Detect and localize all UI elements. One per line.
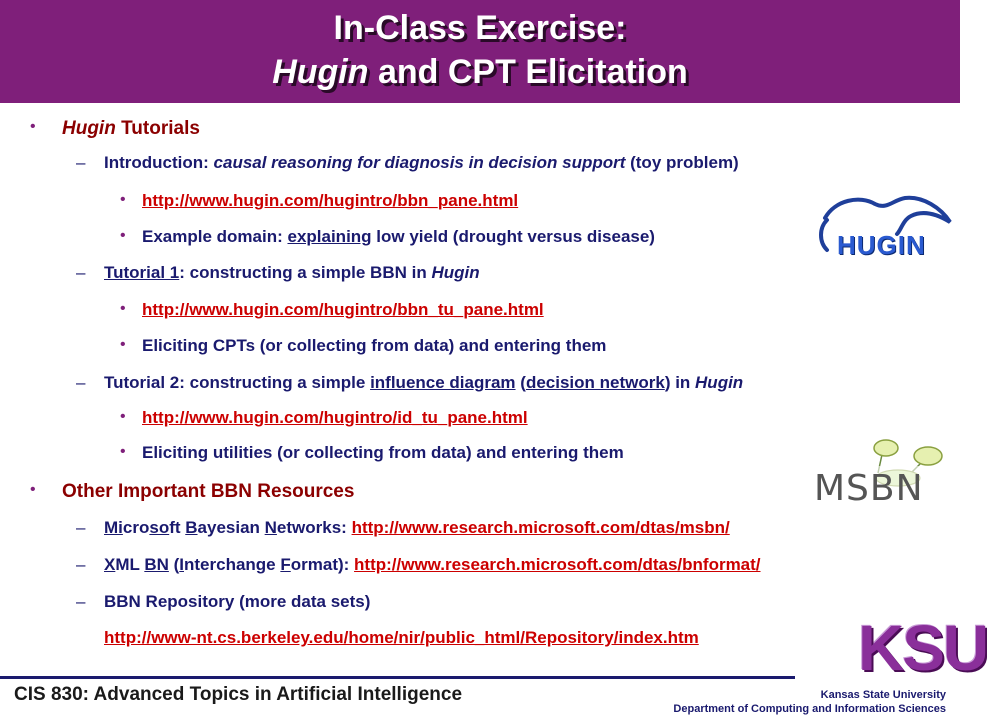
dash: –: [76, 592, 86, 611]
xmlbn-part: (: [168, 555, 180, 574]
dash: –: [76, 153, 86, 172]
title-italic: Hugin: [272, 53, 369, 91]
msbn-part: etworks:: [276, 518, 352, 537]
example-suffix: low yield (drought versus disease): [371, 227, 655, 246]
influence-diagram-link[interactable]: influence diagram: [370, 373, 516, 392]
hugin-word: Hugin: [62, 118, 116, 139]
msbn-part: so: [149, 518, 170, 537]
eliciting-cpts-item: Eliciting CPTs (or collecting from data) and entering them: [142, 336, 607, 355]
paren-open: (: [515, 373, 526, 392]
title-bar: [0, 0, 960, 103]
tutorials-word: Tutorials: [115, 118, 200, 139]
eliciting-utils-item: Eliciting utilities (or collecting from data) and entering them: [142, 443, 624, 462]
hugin-logo-text: HUGIN: [837, 230, 926, 260]
repo-link-row: [104, 628, 699, 648]
intro-item: [104, 153, 739, 173]
department-name: Department of Computing and Information Sciences: [673, 703, 946, 715]
xmlbn-part: I: [179, 555, 184, 574]
dash: –: [76, 373, 86, 392]
msbn-logo-text: MSBN: [814, 468, 924, 509]
msbn-part: Mi: [104, 518, 123, 537]
intro-prefix: Introduction:: [104, 153, 214, 172]
msbn-logo: [808, 438, 958, 513]
msbn-part: N: [264, 518, 277, 537]
intro-link-row: [142, 191, 518, 211]
dash: –: [76, 263, 86, 282]
hugin-logo: [805, 190, 955, 275]
tutorial2-mid: ) in: [664, 373, 696, 392]
bullet-dot: •: [120, 408, 126, 425]
xmlbn-item: [104, 555, 761, 575]
title-line-2: [0, 50, 960, 94]
bullet-dot: •: [30, 481, 36, 498]
msbn-item: [104, 518, 730, 538]
footer-institution: [673, 688, 946, 716]
xmlbn-part: nterchange: [184, 555, 281, 574]
footer-divider: [0, 676, 795, 679]
title-line-1: In-Class Exercise:: [333, 9, 627, 47]
repo-url[interactable]: http://www-nt.cs.berkeley.edu/home/nir/public_html/Repository/index.htm: [104, 628, 699, 647]
bullet-dot: •: [30, 118, 36, 135]
tutorial1-item: [104, 263, 480, 283]
slide-title: [0, 6, 960, 94]
decision-network-link[interactable]: decision network: [525, 373, 665, 392]
msbn-part: B: [185, 518, 198, 537]
bullet-dot: •: [120, 443, 126, 460]
dash: –: [76, 555, 86, 574]
tutorial1-link-row: [142, 300, 544, 320]
tutorial1-hugin: Hugin: [431, 263, 480, 282]
xmlbn-part: F: [280, 555, 291, 574]
explaining-link[interactable]: explaining: [287, 227, 372, 246]
tutorial2-prefix: Tutorial 2: constructing a simple: [104, 373, 371, 392]
msbn-part: ayesian: [197, 518, 265, 537]
xmlbn-part: BN: [144, 555, 169, 574]
example-prefix: Example domain:: [142, 227, 288, 246]
tutorial2-link-row: [142, 408, 528, 428]
msbn-part: ft: [169, 518, 186, 537]
msbn-part: cro: [122, 518, 150, 537]
tutorial2-hugin: Hugin: [695, 373, 744, 392]
intro-italic: causal reasoning for diagnosis in decision support: [213, 153, 626, 172]
xmlbn-url[interactable]: http://www.research.microsoft.com/dtas/bnformat/: [354, 555, 761, 574]
tutorial1-text: : constructing a simple BBN in: [179, 263, 432, 282]
xmlbn-part: ormat):: [290, 555, 355, 574]
tutorial1-link[interactable]: Tutorial 1: [104, 263, 180, 282]
intro-suffix: (toy problem): [625, 153, 739, 172]
other-resources-heading: Other Important BBN Resources: [62, 481, 355, 502]
intro-link[interactable]: http://www.hugin.com/hugintro/bbn_pane.html: [142, 191, 519, 210]
bullet-dot: •: [120, 300, 126, 317]
university-name: Kansas State University: [820, 689, 946, 701]
tutorial1-url[interactable]: http://www.hugin.com/hugintro/bbn_tu_pane.html: [142, 300, 544, 319]
repo-item: BBN Repository (more data sets): [104, 592, 371, 611]
ksu-logo: KSU: [858, 612, 987, 684]
hugin-tutorials-heading: [62, 118, 200, 140]
xmlbn-part: X: [104, 555, 116, 574]
course-title: CIS 830: Advanced Topics in Artificial Intelligence: [14, 684, 463, 705]
example-item: [142, 227, 655, 247]
dash: –: [76, 518, 86, 537]
xmlbn-part: ML: [115, 555, 145, 574]
tutorial2-url[interactable]: http://www.hugin.com/hugintro/id_tu_pane.html: [142, 408, 528, 427]
msbn-url[interactable]: http://www.research.microsoft.com/dtas/msbn/: [351, 518, 730, 537]
bullet-dot: •: [120, 227, 126, 244]
bullet-dot: •: [120, 191, 126, 208]
tutorial2-item: [104, 373, 743, 393]
bullet-dot: •: [120, 336, 126, 353]
title-rest: and CPT Elicitation: [368, 53, 688, 91]
